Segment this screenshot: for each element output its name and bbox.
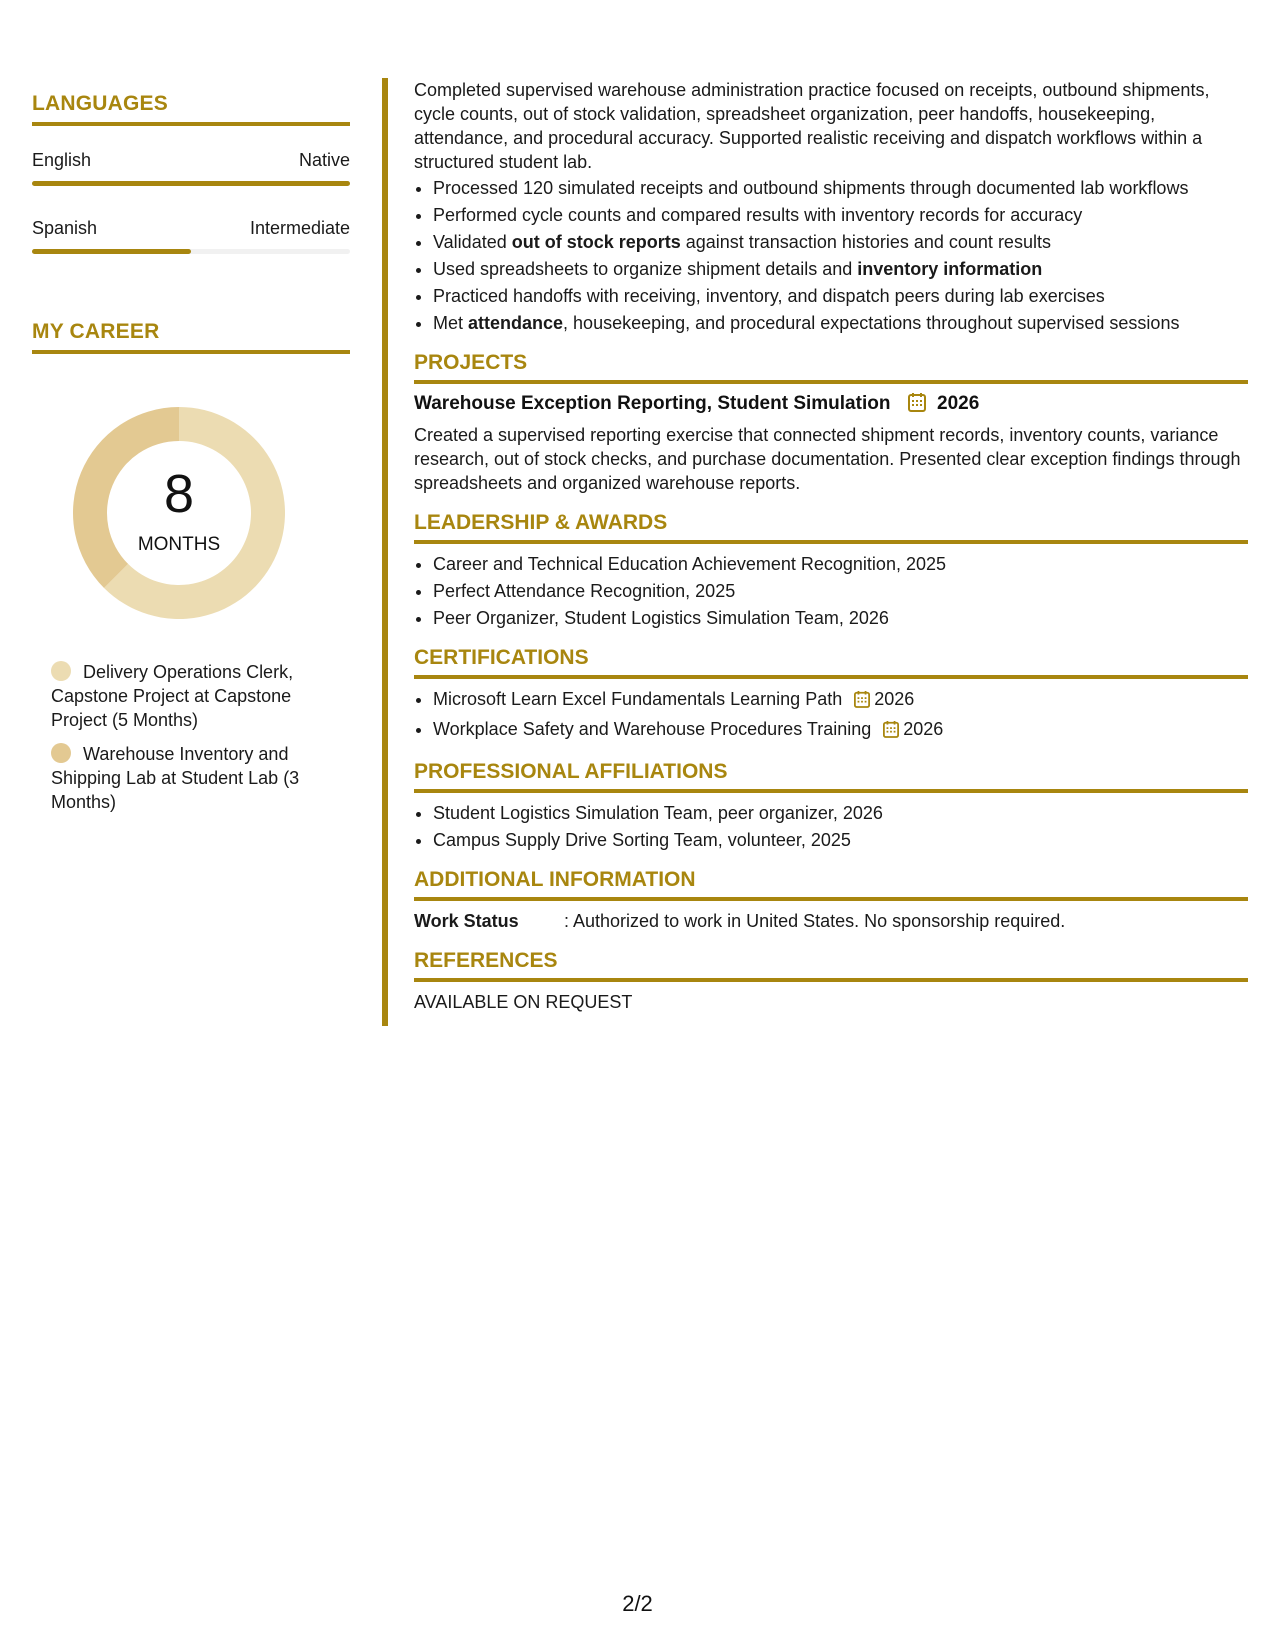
- language-name: Spanish: [32, 218, 98, 238]
- career-donut-chart: [66, 400, 292, 626]
- language-level-bar: [32, 249, 350, 254]
- career-heading: MY CAREER: [32, 320, 350, 354]
- list-item: [433, 230, 1248, 254]
- affiliations-list: [414, 801, 1248, 852]
- language-level: Intermediate: [249, 218, 350, 238]
- bold-segment: out of stock reports: [511, 232, 681, 252]
- project-title-row: [414, 392, 1248, 419]
- project-year: 2026: [937, 393, 980, 414]
- list-item: • Peer Organizer, Student Logistics Simulation Team, 2026: [433, 606, 1248, 630]
- calendar-icon: [908, 392, 926, 419]
- career-total-number: 8: [163, 464, 195, 524]
- certifications-list: [414, 687, 1248, 744]
- career-total-unit: MONTHS: [137, 534, 221, 555]
- language-name: English: [32, 150, 92, 170]
- certifications-heading: CERTIFICATIONS: [414, 646, 1248, 679]
- text-segment: , housekeeping, and procedural expectations throughout supervised sessions: [563, 313, 1180, 333]
- list-item: • Campus Supply Drive Sorting Team, volunteer, 2025: [433, 828, 1248, 852]
- legend-label: Warehouse Inventory and Shipping Lab at Student Lab (3 Months): [51, 744, 300, 812]
- work-status-row: [414, 909, 1248, 933]
- career-legend: [51, 660, 321, 814]
- project-name: Warehouse Exception Reporting, Student Simulation: [414, 393, 891, 414]
- language-level-fill: [32, 181, 350, 186]
- work-status-value: : Authorized to work in United States. No sponsorship required.: [564, 911, 1066, 931]
- legend-dot: [51, 661, 71, 681]
- language-english: [32, 150, 350, 186]
- list-item: • Practiced handoffs with receiving, inventory, and dispatch peers during lab exercises: [433, 284, 1248, 308]
- list-item: • Career and Technical Education Achievement Recognition, 2025: [433, 552, 1248, 576]
- affiliations-heading: PROFESSIONAL AFFILIATIONS: [414, 760, 1248, 793]
- career-legend-item: [51, 660, 321, 732]
- bold-segment: inventory information: [857, 259, 1043, 279]
- project-description: Created a supervised reporting exercise that connected shipment records, inventory counts, variance research, out of stock checks, and purchase documentation. Presented clear exception findings through spreadsheets and organized warehouse reports.: [414, 425, 1241, 493]
- list-item: [433, 311, 1248, 335]
- legend-label: Delivery Operations Clerk, Capstone Project at Capstone Project (5 Months): [51, 662, 294, 730]
- list-item: • Performed cycle counts and compared results with inventory records for accuracy: [433, 203, 1248, 227]
- experience-bullets: [414, 176, 1248, 335]
- leadership-list: [414, 552, 1248, 630]
- list-item: • Perfect Attendance Recognition, 2025: [433, 579, 1248, 603]
- bold-segment: attendance: [468, 313, 564, 333]
- references-heading: REFERENCES: [414, 949, 1248, 982]
- list-item: • Processed 120 simulated receipts and outbound shipments through documented lab workflows: [433, 176, 1248, 200]
- text-segment: Used spreadsheets to organize shipment details and: [433, 259, 858, 279]
- list-item: • Student Logistics Simulation Team, peer organizer, 2026: [433, 801, 1248, 825]
- leadership-heading: LEADERSHIP & AWARDS: [414, 511, 1248, 544]
- language-spanish: [32, 218, 350, 254]
- page-number: 2/2: [622, 1591, 653, 1616]
- experience-summary: Completed supervised warehouse administration practice focused on receipts, outbound shipments, cycle counts, out of stock validation, spreadsheet organization, peer handoffs, housekeeping, attendance, and procedural accuracy. Supported realistic receiving and dispatch workflows within a structured student lab.: [414, 80, 1210, 172]
- language-level-bar: [32, 181, 350, 186]
- left-column: [32, 92, 350, 824]
- list-item: [433, 717, 1248, 744]
- languages-heading: LANGUAGES: [32, 92, 350, 126]
- calendar-icon: [854, 690, 870, 714]
- career-legend-item: [51, 742, 321, 814]
- language-level-fill: [32, 249, 191, 254]
- projects-heading: PROJECTS: [414, 351, 1248, 384]
- certification-year: 2026: [874, 689, 915, 709]
- text-segment: Met: [433, 313, 469, 333]
- certification-name: Workplace Safety and Warehouse Procedures Training: [433, 719, 872, 739]
- text-segment: against transaction histories and count results: [680, 232, 1051, 252]
- list-item: [433, 257, 1248, 281]
- certification-year: 2026: [903, 719, 944, 739]
- column-divider: [382, 78, 388, 1026]
- text-segment: Validated: [433, 232, 512, 252]
- language-level: Native: [298, 150, 350, 170]
- additional-info-heading: ADDITIONAL INFORMATION: [414, 868, 1248, 901]
- work-status-label: Work Status: [414, 911, 519, 931]
- references-text: AVAILABLE ON REQUEST: [414, 992, 633, 1012]
- calendar-icon: [883, 720, 899, 744]
- list-item: [433, 687, 1248, 714]
- right-column: [414, 78, 1248, 1014]
- certification-name: Microsoft Learn Excel Fundamentals Learning Path: [433, 689, 843, 709]
- legend-dot: [51, 743, 71, 763]
